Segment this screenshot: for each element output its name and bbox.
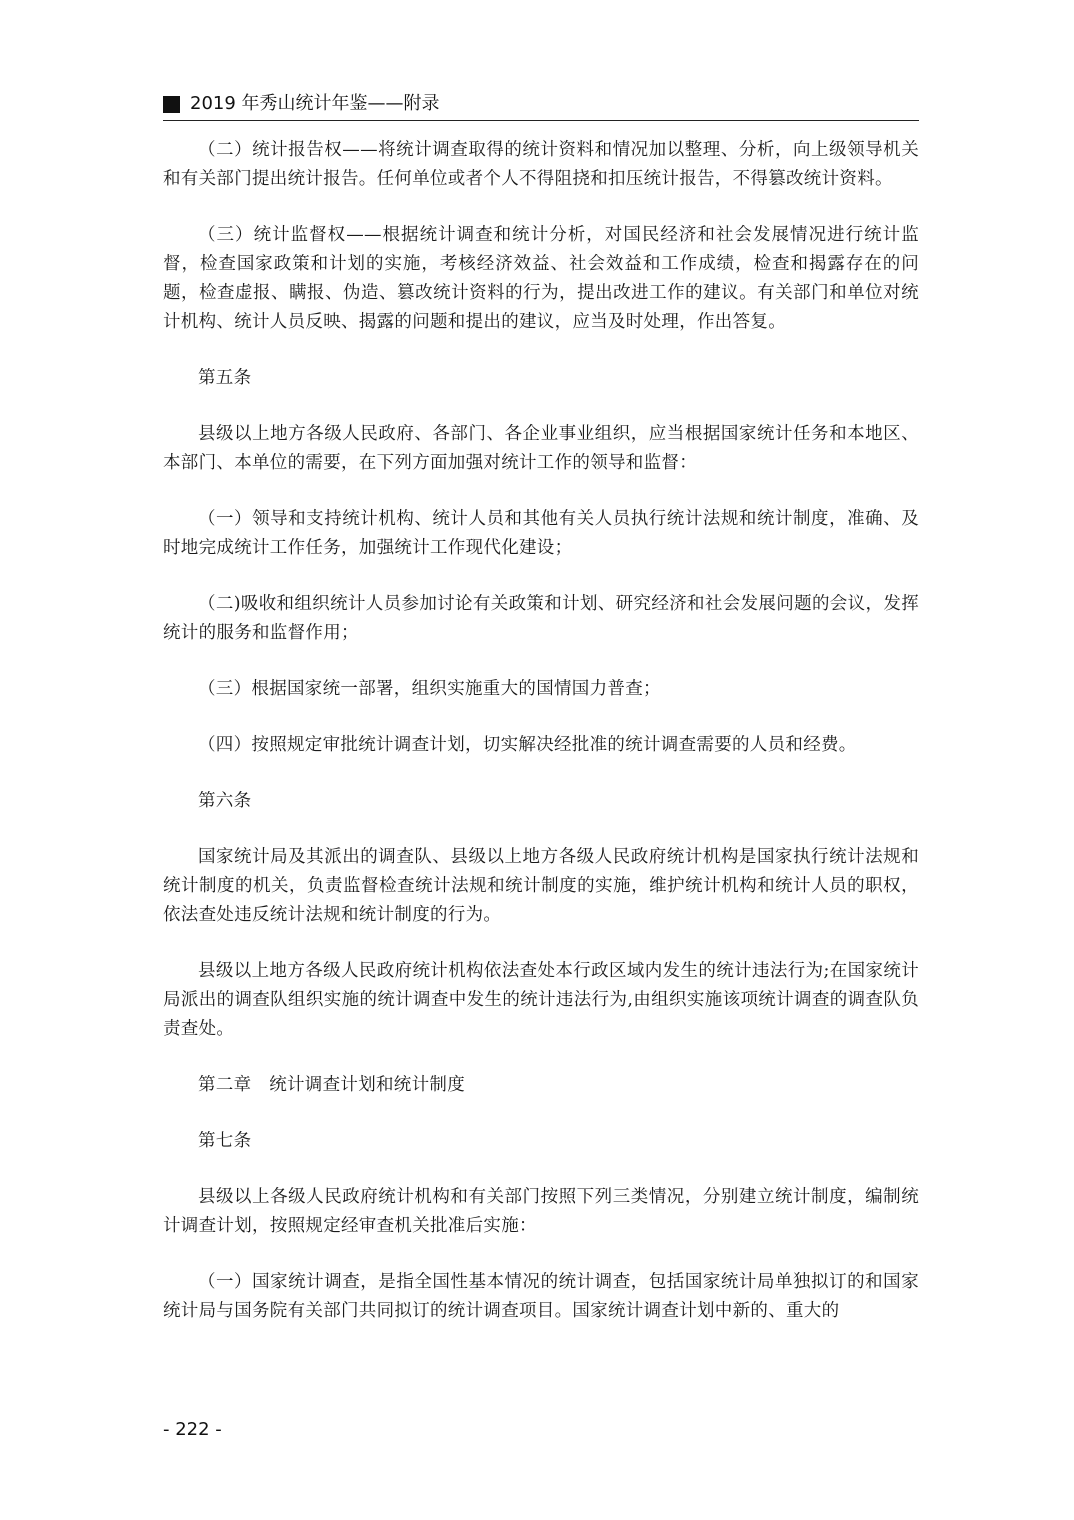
paragraph: （一）国家统计调查，是指全国性基本情况的统计调查，包括国家统计局单独拟订的和国家统计局与国务院有关部门共同拟订的统计调查项目。国家统计调查计划中新的、重大的 bbox=[163, 1272, 919, 1321]
paragraph: （三）根据国家统一部署，组织实施重大的国情国力普查； bbox=[198, 679, 661, 699]
header-title: 2019 年秀山统计年鉴——附录 bbox=[190, 93, 440, 114]
header-square-icon bbox=[163, 96, 180, 113]
paragraph: （四）按照规定审批统计调查计划，切实解决经批准的统计调查需要的人员和经费。 bbox=[198, 735, 857, 755]
article-heading: 第七条 bbox=[198, 1131, 252, 1151]
paragraph: （一）领导和支持统计机构、统计人员和其他有关人员执行统计法规和统计制度，准确、及时地完成统计工作任务，加强统计工作现代化建设； bbox=[163, 509, 919, 558]
paragraph: 县级以上地方各级人民政府、各部门、各企业事业组织，应当根据国家统计任务和本地区、本部门、本单位的需要，在下列方面加强对统计工作的领导和监督： bbox=[163, 424, 919, 473]
article-heading: 第五条 bbox=[198, 368, 252, 388]
article-heading: 第六条 bbox=[198, 791, 252, 811]
page-header bbox=[163, 92, 919, 121]
paragraph: 县级以上地方各级人民政府统计机构依法查处本行政区域内发生的统计违法行为;在国家统计局派出的调查队组织实施的统计调查中发生的统计违法行为,由组织实施该项统计调查的调查队负责查处。 bbox=[163, 961, 919, 1039]
chapter-heading: 第二章 统计调查计划和统计制度 bbox=[198, 1075, 465, 1095]
paragraph: （二)吸收和组织统计人员参加讨论有关政策和计划、研究经济和社会发展问题的会议，发挥统计的服务和监督作用； bbox=[163, 594, 919, 643]
paragraph: 县级以上各级人民政府统计机构和有关部门按照下列三类情况，分别建立统计制度，编制统计调查计划，按照规定经审查机关批准后实施： bbox=[163, 1187, 919, 1236]
paragraph: 国家统计局及其派出的调查队、县级以上地方各级人民政府统计机构是国家执行统计法规和统计制度的机关，负责监督检查统计法规和统计制度的实施，维护统计机构和统计人员的职权，依法查处违反统计法规和统计制度的行为。 bbox=[163, 847, 919, 925]
paragraph: （三）统计监督权——根据统计调查和统计分析，对国民经济和社会发展情况进行统计监督，检查国家政策和计划的实施，考核经济效益、社会效益和工作成绩，检查和揭露存在的问题，检查虚报、瞒报、伪造、篡改统计资料的行为，提出改进工作的建议。有关部门和单位对统计机构、统计人员反映、揭露的问题和提出的建议，应当及时处理，作出答复。 bbox=[163, 225, 919, 332]
paragraph: （二）统计报告权——将统计调查取得的统计资料和情况加以整理、分析，向上级领导机关和有关部门提出统计报告。任何单位或者个人不得阻挠和扣压统计报告，不得篡改统计资料。 bbox=[163, 140, 919, 189]
page-number: - 222 - bbox=[163, 1419, 222, 1440]
main-text bbox=[163, 136, 919, 1353]
